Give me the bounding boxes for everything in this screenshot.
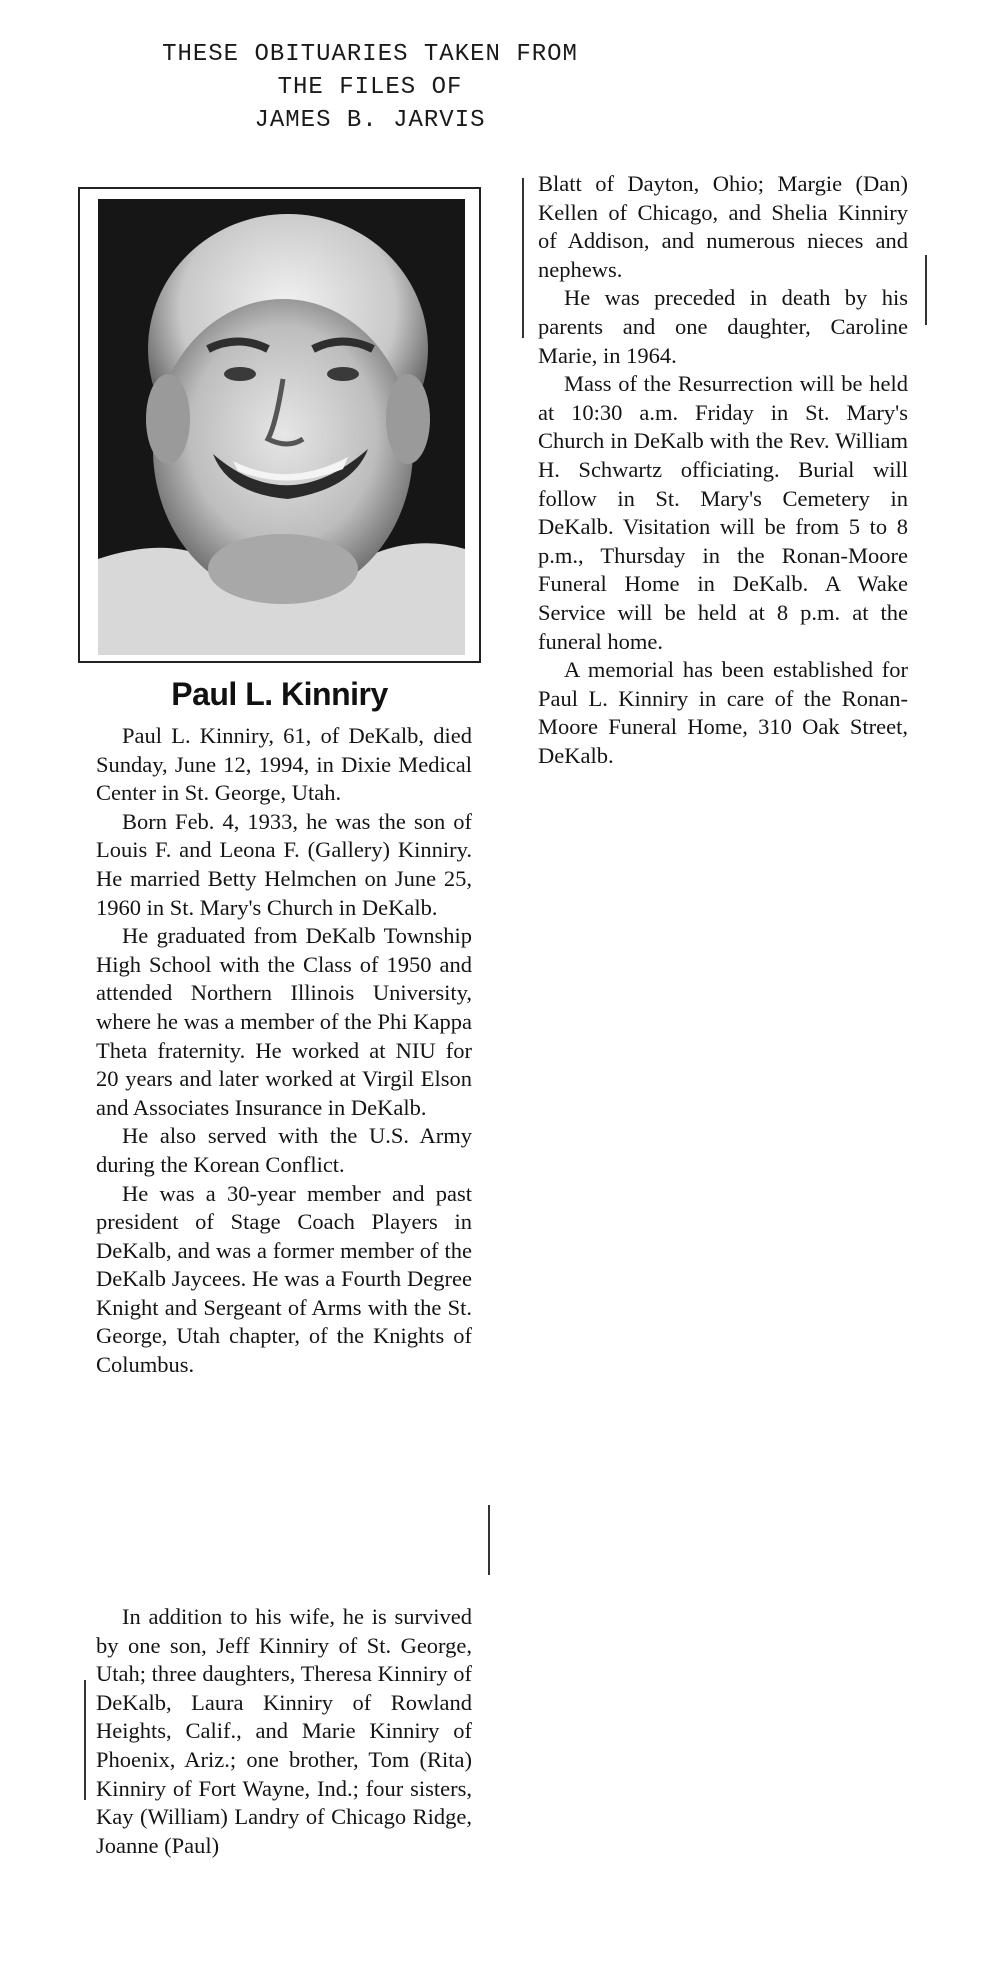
paragraph-education-career: He graduated from DeKalb Township High School with the Class of 1950 and attended Northern Illinois University, where he was a member of the Phi Kappa Theta fraternity. He worked at NIU for 20 years and later worked at Virgil Elson and Associates Insurance in DeKalb. — [96, 923, 472, 1120]
paragraph-military-service: He also served with the U.S. Army during the Korean Conflict. — [96, 1123, 472, 1177]
column-rule-left-edge — [84, 1680, 86, 1800]
left-column-bottom — [96, 1603, 472, 1860]
paragraph-birth-marriage: Born Feb. 4, 1933, he was the son of Louis F. and Leona F. (Gallery) Kinniry. He married Betty Helmchen on June 25, 1960 in St. Mary's Church in DeKalb. — [96, 808, 472, 920]
header-line-2: THE FILES OF — [277, 74, 463, 101]
column-divider-right — [522, 178, 524, 338]
portrait-photo — [98, 199, 465, 655]
paragraph-community-activities: He was a 30-year member and past president of Stage Coach Players in DeKalb, and was a former member of the DeKalb Jaycees. He was a Fourth Degree Knight and Sergeant of Arms with the St. George, Utah chapter, of the Knights of Columbus. — [96, 1180, 472, 1378]
header-note — [120, 38, 620, 137]
header-line-1: THESE OBITUARIES TAKEN FROM — [162, 41, 578, 68]
left-column — [96, 722, 472, 1380]
paragraph-death-notice: Paul L. Kinniry, 61, of DeKalb, died Sunday, June 12, 1994, in Dixie Medical Center in St. George, Utah. — [96, 723, 472, 806]
paragraph-memorial: A memorial has been established for Paul L. Kinniry in care of the Ronan-Moore Funeral Home, 310 Oak Street, DeKalb. — [538, 657, 908, 768]
portrait-icon — [98, 199, 465, 655]
photo-frame — [78, 187, 481, 663]
deceased-name: Paul L. Kinniry — [171, 676, 388, 712]
column-rule-left-lower — [488, 1505, 490, 1575]
header-line-3: JAMES B. JARVIS — [254, 107, 486, 134]
paragraph-survivors: In addition to his wife, he is survived by one son, Jeff Kinniry of St. George, Utah; three daughters, Theresa Kinniry of DeKalb, Laura Kinniry of Rowland Heights, Calif., and Marie Kinniry of Phoenix, Ariz.; one brother, Tom (Rita) Kinniry of Fort Wayne, Ind.; four sisters, Kay (William) Landry of Chicago Ridge, Joanne (Paul) — [96, 1604, 472, 1858]
paragraph-survivors-continued: Blatt of Dayton, Ohio; Margie (Dan) Kellen of Chicago, and Shelia Kinniry of Addison, and numerous nieces and nephews. — [538, 171, 908, 282]
column-rule-right-edge — [925, 255, 927, 325]
paragraph-preceded-in-death: He was preceded in death by his parents and one daughter, Caroline Marie, in 1964. — [538, 285, 908, 368]
right-column — [538, 170, 908, 770]
paragraph-services: Mass of the Resurrection will be held at 10:30 a.m. Friday in St. Mary's Church in DeKalb with the Rev. William H. Schwartz officiating. Burial will follow in St. Mary's Cemetery in DeKalb. Visitation will be from 5 to 8 p.m., Thursday in the Ronan-Moore Funeral Home in DeKalb. A Wake Service will be held at 8 p.m. at the funeral home. — [538, 371, 908, 654]
